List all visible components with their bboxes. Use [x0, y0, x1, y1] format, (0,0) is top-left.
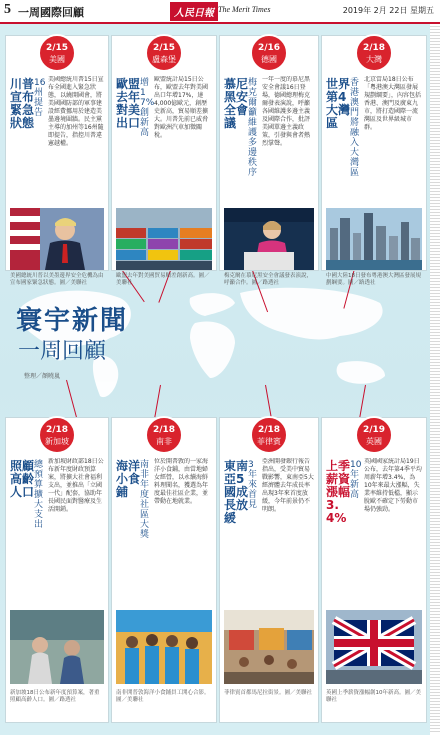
card-headline: 東南亞5國成長放緩 — [224, 459, 249, 525]
card-subheadline: 梅克爾籲維護多邊秩序 — [248, 78, 258, 178]
date-badge: 2/18 大灣 — [355, 34, 393, 72]
card-body: 北京當局18日公布「粵港澳大灣區發展規劃綱要」，內容包括香港、澳門及廣東九市，將打造國際一流灣區及世界級城市群。 — [364, 76, 422, 131]
photo-caption: 菲律賓首都馬尼拉街景。圖／美聯社 — [224, 690, 313, 696]
news-card-usa — [6, 36, 108, 286]
card-body: 位於開普敦的一家海洋小食鋪，由當地婦女經營，以永續海鮮料理聞名，獲選為年度最佳社區企業，並帶動在地就業。 — [154, 458, 209, 505]
photo-caption: 中國大陸18日發布粵港澳大灣區發展規劃綱要。圖／路透社 — [326, 273, 421, 286]
card-subheadline: 10年新高 — [350, 460, 362, 500]
card-body: 亞洲開發銀行報告指出，受美中貿易戰影響，東南亞5大經濟體去年成長率出現3年來首度放緩，今年前景仍不明朗。 — [262, 458, 314, 513]
date-badge: 2/18 南非 — [145, 416, 183, 454]
news-card-greater-bay-area — [322, 36, 426, 286]
page-number: 5 — [4, 2, 11, 17]
news-card-uk — [322, 418, 426, 722]
date-badge: 2/15 盧森堡 — [145, 34, 183, 72]
date-badge: 2/18 新加坡 — [38, 416, 76, 454]
card-subheadline: 南非年度社區大獎 — [140, 460, 150, 540]
photo-caption: 梅克爾在慕尼黑安全會議發表演說，呼籲合作。圖／路透社 — [224, 273, 313, 286]
card-subheadline: 增17%創新高 — [140, 78, 155, 138]
feature-subtitle: 一周回顧 — [18, 338, 107, 363]
card-subheadline: 香港澳門將融入大灣區 — [350, 78, 360, 178]
street-market-photo — [224, 610, 314, 684]
card-headline: 上季薪資漲幅3.4% — [326, 459, 351, 525]
news-card-philippines — [220, 418, 318, 722]
merkel-photo — [224, 208, 314, 270]
photo-caption: 南非開普敦海洋小食鋪員工開心合影。圖／美聯社 — [116, 690, 210, 703]
australia-shape — [337, 361, 385, 384]
photo-caption: 美國總統川普以美墨邊界安全危機為由宣布國家緊急狀態。圖／美聯社 — [10, 273, 104, 286]
card-headline: 世界第4大灣區 — [326, 77, 351, 130]
card-headline: 照顧高齡人口 — [10, 459, 35, 499]
newspaper-logo: 人民日報 — [170, 2, 218, 21]
date-badge: 2/18 菲律賓 — [250, 416, 288, 454]
trump-photo — [10, 208, 104, 270]
card-headline: 海洋小食鋪 — [116, 459, 141, 499]
card-headline: 歐盟去年對美出口 — [116, 77, 141, 130]
date-badge: 2/16 德國 — [250, 34, 288, 72]
editor-credit: 整理／顏曉嵐 — [24, 373, 61, 380]
card-subheadline: 總預算擴大支出 — [34, 460, 44, 530]
news-card-singapore — [6, 418, 108, 722]
news-card-luxembourg — [112, 36, 216, 286]
africa-shape — [190, 322, 235, 378]
issue-date: 2019年 2月 22日 星期五 — [342, 6, 434, 15]
news-card-germany — [220, 36, 318, 286]
card-subheadline: 16州提告 — [34, 78, 46, 118]
europe-shape — [190, 293, 235, 316]
card-body: 歐盟統計局15日公布，歐盟去年對美國出口年增17%，達4,000億歐元，創歷史新高，貿易順差擴大。川普先前已威脅對歐洲汽車加徵關稅。 — [154, 76, 209, 139]
card-subheadline: 3年來首見 — [248, 460, 258, 510]
card-body: 一年一度的慕尼黑安全會議16日登場，德國總理梅克爾發表演說，呼籲各國維護多邊主義及國際合作，批評美國單邊主義政策，引發與會者熱烈掌聲。 — [262, 76, 311, 147]
shipping-containers-photo — [116, 208, 212, 270]
elderly-people-photo — [10, 610, 104, 684]
union-jack-photo — [326, 610, 422, 684]
card-headline: 川普宣布緊急狀態 — [10, 77, 35, 130]
card-headline: 慕尼黑安全會議 — [224, 77, 249, 130]
masthead — [0, 0, 440, 24]
section-title: 一周國際回顧 — [18, 6, 84, 19]
card-body: 美國總統川普15日宣布全國進入緊急狀態，以繞開國會，將美國國防部的軍事建設經費挪用於建造美墨邊境圍牆。民主黨主導的加州等16州隨即提告，指控川普違憲越權。 — [48, 76, 104, 147]
news-card-south-africa — [112, 418, 216, 722]
city-skyline-photo — [326, 208, 422, 270]
card-body: 新加坡財政部18日公布新年度財政預算案，將擴大社會福利支出，並推出「立國一代」配套，協助年長國民面對醫療及生活開銷。 — [48, 458, 104, 513]
date-badge: 2/19 英國 — [355, 416, 393, 454]
card-body: 英國國家統計局19日公布，去年第4季平均周薪年增3.4%，為10年來最大漲幅，失業率維持低檔，顯示脫歐不確定下勞動市場仍強勁。 — [364, 458, 422, 513]
photo-caption: 英國上季薪資漲幅創10年新高。圖／美聯社 — [326, 690, 421, 703]
paper-english-name: The Merit Times — [218, 5, 271, 14]
feature-title: 寰宇新聞 — [16, 306, 129, 335]
photo-caption: 新加坡18日公布新年度預算案，著重照顧高齡人口。圖／路透社 — [10, 690, 100, 703]
photo-caption: 歐盟去年對美國貿易順差創新高。圖／美聯社 — [116, 273, 210, 286]
date-badge: 2/15 美國 — [38, 34, 76, 72]
restaurant-staff-photo — [116, 610, 212, 684]
adjacent-page-strip — [430, 24, 440, 732]
